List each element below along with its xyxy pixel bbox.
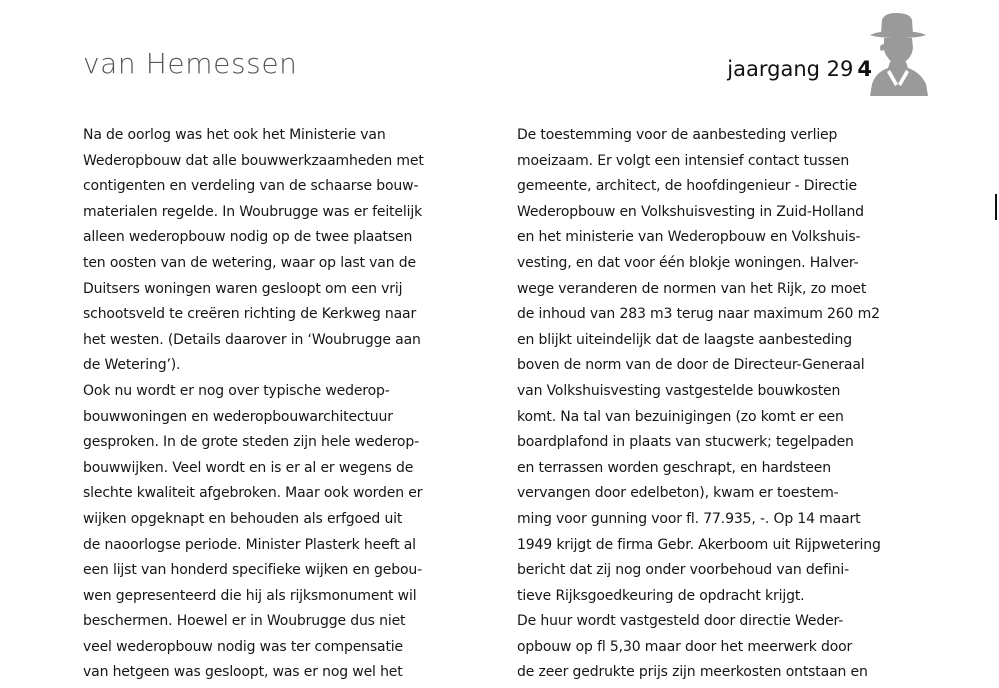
text-line: wen gepresenteerd die hij als rijksmonument wil (83, 587, 417, 604)
text-line: en blijkt uiteindelijk dat de laagste aanbesteding (517, 331, 852, 348)
text-line: van hetgeen was gesloopt, was er nog wel het (83, 664, 403, 681)
text-line: beschermen. Hoewel er in Woubrugge dus niet (83, 613, 406, 630)
text-line: wijken opgeknapt en behouden als erfgoed uit (83, 510, 403, 527)
text-line: 1949 krijgt de firma Gebr. Akerboom uit Rijpwetering (517, 536, 881, 553)
text-line: vervangen door edelbeton), kwam er toestem- (517, 485, 839, 502)
text-line: vesting, en dat voor één blokje woningen. Halver- (517, 254, 859, 271)
text-line: gesproken. In de grote steden zijn hele wederop- (83, 434, 419, 451)
text-line: Wederopbouw en Volkshuisvesting in Zuid-Holland (517, 203, 864, 220)
text-line: Na de oorlog was het ook het Ministerie van (83, 127, 386, 143)
text-line: Duitsers woningen waren gesloopt om een vrij (83, 280, 403, 297)
text-line: de Wetering’). (83, 357, 181, 374)
text-line: alleen wederopbouw nodig op de twee plaatsen (83, 229, 413, 246)
text-line: wege veranderen de normen van het Rijk, zo moet (517, 280, 867, 297)
text-line: schootsveld te creëren richting de Kerkweg naar (83, 306, 417, 323)
text-line: materialen regelde. In Woubrugge was er feitelijk (83, 203, 423, 220)
issue-indicator (727, 55, 872, 83)
text-line: en het ministerie van Wederopbouw en Volkshuis- (517, 229, 861, 246)
text-cursor (995, 194, 997, 220)
text-line: De toestemming voor de aanbesteding verliep (517, 127, 838, 143)
text-line: het westen. (Details daarover in ‘Woubrugge aan (83, 331, 421, 348)
text-line: contigenten en verdeling van de schaarse bouw- (83, 178, 419, 195)
text-line: een lijst van honderd specifieke wijken en gebou- (83, 562, 423, 579)
text-line: tieve Rijksgoedkeuring de opdracht krijgt. (517, 587, 805, 604)
page-title: van Hemessen (83, 47, 298, 80)
text-line: bouwwijken. Veel wordt en is er al er wegens de (83, 459, 414, 476)
text-line: Ook nu wordt er nog over typische wederop- (83, 382, 390, 399)
text-line: komt. Na tal van bezuinigingen (zo komt er een (517, 408, 844, 425)
text-line: ten oosten van de wetering, waar op last van de (83, 254, 416, 271)
issue-label: jaargang 29 (727, 57, 854, 81)
text-column-left (83, 123, 475, 686)
text-line: ming voor gunning voor fl. 77.935, -. Op 14 maart (517, 510, 861, 527)
text-line: de zeer gedrukte prijs zijn meerkosten ontstaan en (517, 664, 868, 681)
text-line: veel wederopbouw nodig was ter compensatie (83, 638, 404, 655)
text-line: Wederopbouw dat alle bouwwerkzaamheden met (83, 152, 424, 169)
text-column-right (517, 123, 917, 686)
text-line: bouwwoningen en wederopbouwarchitectuur (83, 408, 393, 425)
text-line: bericht dat zij nog onder voorbehoud van defini- (517, 562, 849, 579)
text-line: opbouw op fl 5,30 maar door het meerwerk door (517, 638, 853, 655)
text-line: van Volkshuisvesting vastgestelde bouwkosten (517, 382, 841, 399)
text-line: moeizaam. Er volgt een intensief contact tussen (517, 152, 850, 169)
issue-number: 4 (857, 57, 872, 81)
text-line: boven de norm van de door de Directeur-Generaal (517, 357, 865, 374)
text-line: de naoorlogse periode. Minister Plasterk heeft al (83, 536, 416, 553)
text-line: boardplafond in plaats van stucwerk; tegelpaden (517, 434, 854, 451)
text-line: de inhoud van 283 m3 terug naar maximum 260 m2 (517, 306, 880, 323)
text-line: gemeente, architect, de hoofdingenieur - Directie (517, 178, 857, 195)
text-line: en terrassen worden geschrapt, en hardsteen (517, 459, 831, 476)
text-line: slechte kwaliteit afgebroken. Maar ook worden er (83, 485, 423, 502)
man-with-hat-silhouette-icon (868, 10, 928, 96)
text-line: De huur wordt vastgesteld door directie Weder- (517, 613, 844, 630)
